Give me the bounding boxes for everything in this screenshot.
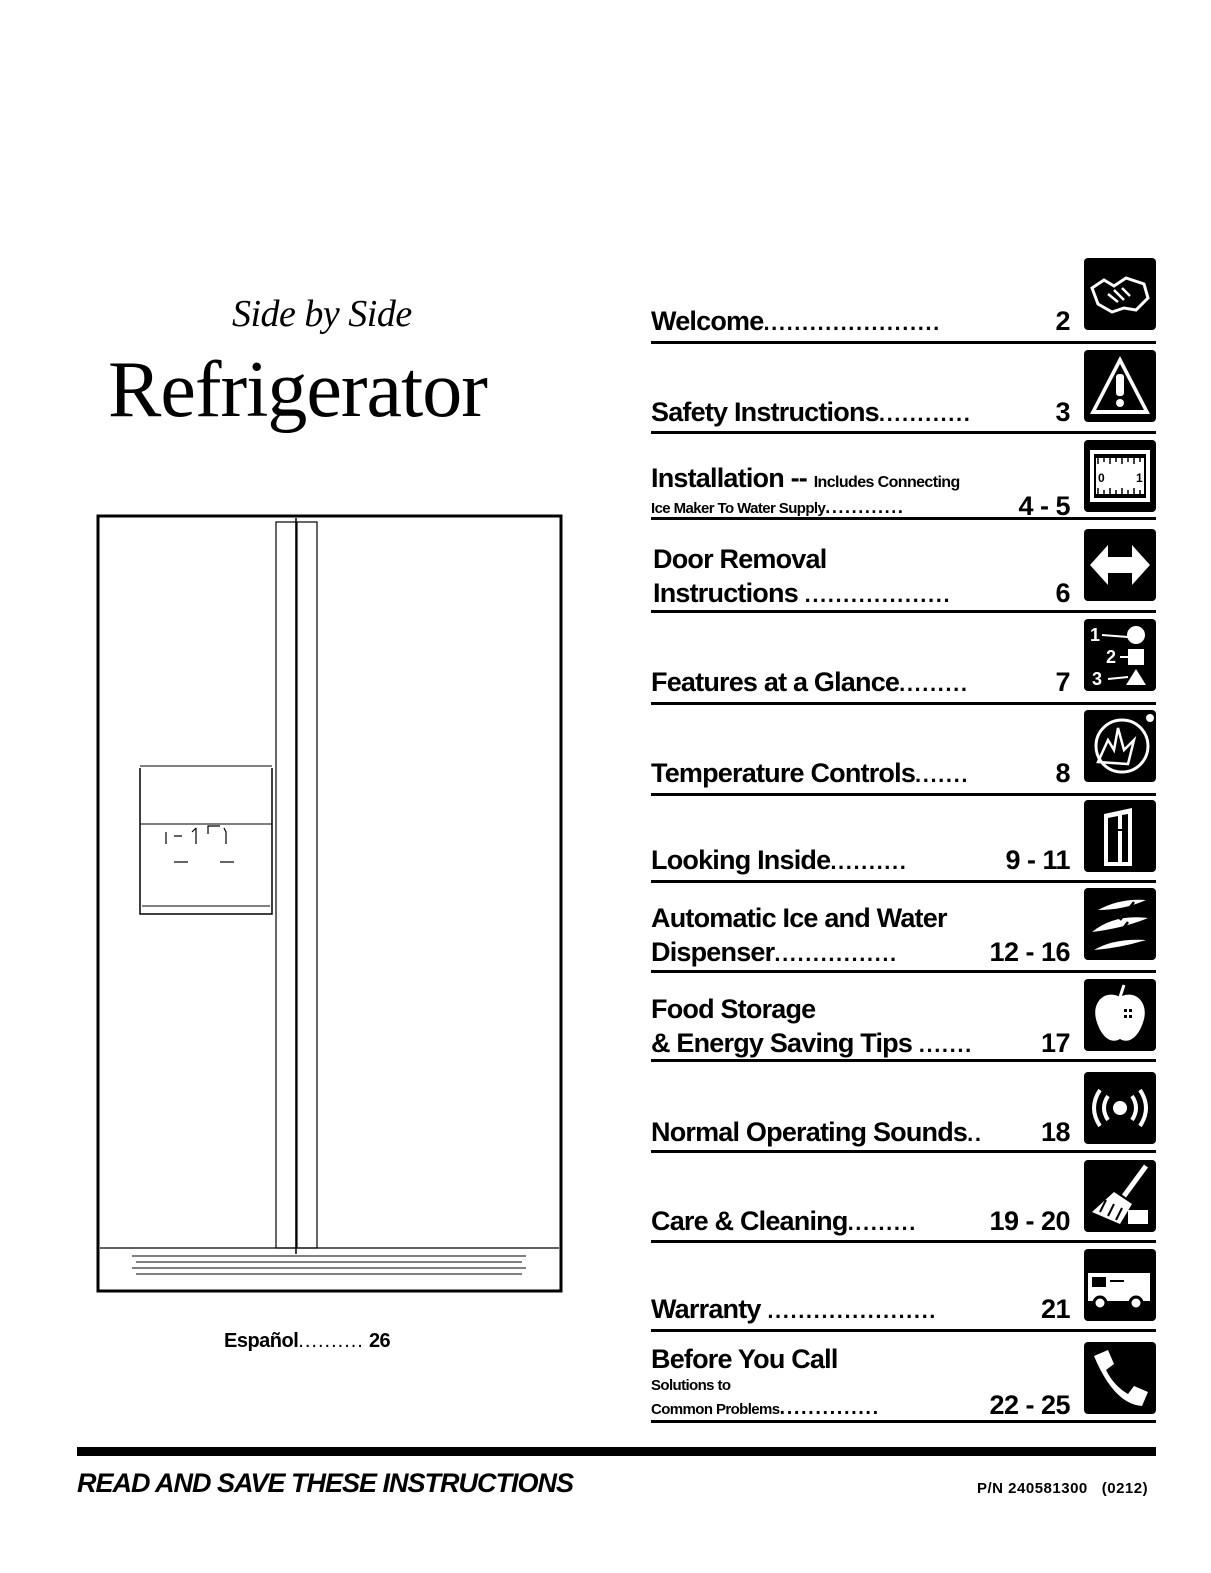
toc-page: 2 bbox=[1055, 306, 1070, 336]
toc-dots: ......... bbox=[847, 1210, 917, 1235]
toc-note-2: Common Problems bbox=[651, 1401, 780, 1418]
toc-label: Normal Operating Sounds bbox=[651, 1117, 968, 1147]
toc-page: 19 - 20 bbox=[989, 1206, 1070, 1236]
svg-text:1: 1 bbox=[1090, 625, 1101, 645]
toc-dots: ....................... bbox=[763, 310, 941, 335]
toc-dots: ............ bbox=[878, 401, 972, 426]
toc-label: Temperature Controls bbox=[651, 758, 916, 788]
toc-label: Door Removal bbox=[653, 544, 827, 574]
svg-text:3: 3 bbox=[1092, 669, 1103, 689]
toc-item-looking-inside[interactable] bbox=[651, 800, 1156, 883]
espanol-page: 26 bbox=[368, 1330, 391, 1352]
toc-page: 18 bbox=[1040, 1117, 1070, 1147]
toc-dots: ............ bbox=[825, 497, 905, 517]
toc-page: 6 bbox=[1055, 578, 1070, 608]
dial-hand-icon bbox=[1084, 710, 1156, 782]
sound-waves-icon bbox=[1084, 1072, 1156, 1144]
double-arrow-icon bbox=[1084, 529, 1156, 601]
handshake-icon bbox=[1084, 258, 1156, 330]
toc-page: 8 bbox=[1055, 758, 1070, 788]
toc-label-2: Instructions bbox=[653, 578, 798, 608]
toc-dots: ......... bbox=[899, 671, 969, 696]
toc-dots: ....... bbox=[915, 762, 970, 787]
svg-text:1: 1 bbox=[1136, 471, 1143, 485]
refrigerator-illustration bbox=[96, 514, 563, 1293]
toc-dots: ....... bbox=[918, 1032, 973, 1057]
toc-label: Warranty bbox=[651, 1294, 761, 1324]
espanol-dots: .......... bbox=[298, 1330, 364, 1352]
apple-icon bbox=[1084, 979, 1156, 1051]
toc-label: Looking Inside bbox=[651, 845, 831, 875]
toc-page: 12 - 16 bbox=[989, 937, 1070, 967]
toc-label: Installation -- bbox=[651, 463, 807, 493]
toc-page: 21 bbox=[1040, 1294, 1070, 1324]
toc-item-door-removal[interactable] bbox=[651, 529, 1156, 613]
toc-page: 17 bbox=[1040, 1028, 1070, 1058]
toc-dots: .............. bbox=[779, 1397, 880, 1419]
toc-note: Includes Connecting bbox=[813, 474, 960, 491]
toc-label-2: Dispenser bbox=[651, 937, 775, 967]
toc-label: Before You Call bbox=[651, 1344, 838, 1374]
title-subtitle: Side by Side bbox=[232, 293, 412, 335]
footer-rule bbox=[77, 1447, 1156, 1456]
toc-page: 9 - 11 bbox=[1005, 845, 1070, 875]
toc-page: 22 - 25 bbox=[989, 1390, 1070, 1420]
toc-item-features[interactable] bbox=[651, 619, 1156, 705]
toc-item-warranty[interactable] bbox=[651, 1249, 1156, 1332]
toc-note-2: Ice Maker To Water Supply bbox=[651, 500, 826, 517]
toc-item-care-cleaning[interactable] bbox=[651, 1160, 1156, 1243]
toc-dots: ................... bbox=[804, 582, 952, 607]
footer-notice: READ AND SAVE THESE INSTRUCTIONS bbox=[77, 1468, 574, 1498]
cleaning-brush-icon bbox=[1084, 1160, 1156, 1232]
toc-label-2: & Energy Saving Tips bbox=[651, 1028, 913, 1058]
warning-triangle-icon bbox=[1084, 350, 1156, 422]
espanol-label: Español bbox=[224, 1330, 299, 1352]
toc-page: 4 - 5 bbox=[1018, 491, 1070, 521]
toc-item-before-you-call[interactable] bbox=[651, 1340, 1156, 1423]
toc-item-safety[interactable] bbox=[651, 348, 1156, 434]
svg-text:2: 2 bbox=[1106, 647, 1117, 667]
toc-dots: ................ bbox=[774, 941, 898, 966]
toc-label: Automatic Ice and Water bbox=[651, 903, 947, 933]
toc-espanol[interactable] bbox=[224, 1330, 390, 1353]
toc-item-operating-sounds[interactable] bbox=[651, 1072, 1156, 1153]
toc-note: Solutions to bbox=[651, 1377, 731, 1394]
toc-label: Features at a Glance bbox=[651, 667, 900, 697]
toc-dots: .. bbox=[967, 1121, 983, 1146]
toc-item-food-storage[interactable] bbox=[651, 979, 1156, 1062]
toc-dots: ...................... bbox=[767, 1298, 938, 1323]
title-main: Refrigerator bbox=[108, 346, 487, 434]
ice-water-icon bbox=[1084, 888, 1156, 960]
telephone-icon bbox=[1084, 1342, 1156, 1414]
ruler-icon bbox=[1084, 440, 1156, 512]
toc-item-installation[interactable] bbox=[651, 440, 1156, 520]
refrigerator-icon bbox=[1084, 800, 1156, 872]
toc-label: Welcome bbox=[651, 306, 764, 336]
toc-label: Safety Instructions bbox=[651, 397, 879, 427]
toc-item-temperature-controls[interactable] bbox=[651, 710, 1156, 796]
toc-label: Care & Cleaning bbox=[651, 1206, 848, 1236]
toc-label: Food Storage bbox=[651, 994, 816, 1024]
toc-dots: .......... bbox=[830, 849, 908, 874]
toc-page: 3 bbox=[1055, 397, 1070, 427]
shapes-123-icon bbox=[1084, 619, 1156, 691]
svg-text:0: 0 bbox=[1098, 471, 1105, 485]
part-number: P/N 240581300 (0212) bbox=[977, 1480, 1149, 1497]
service-truck-icon bbox=[1084, 1249, 1156, 1321]
toc-item-welcome[interactable] bbox=[651, 258, 1156, 344]
toc-page: 7 bbox=[1055, 667, 1070, 697]
toc-item-ice-water-dispenser[interactable] bbox=[651, 888, 1156, 973]
